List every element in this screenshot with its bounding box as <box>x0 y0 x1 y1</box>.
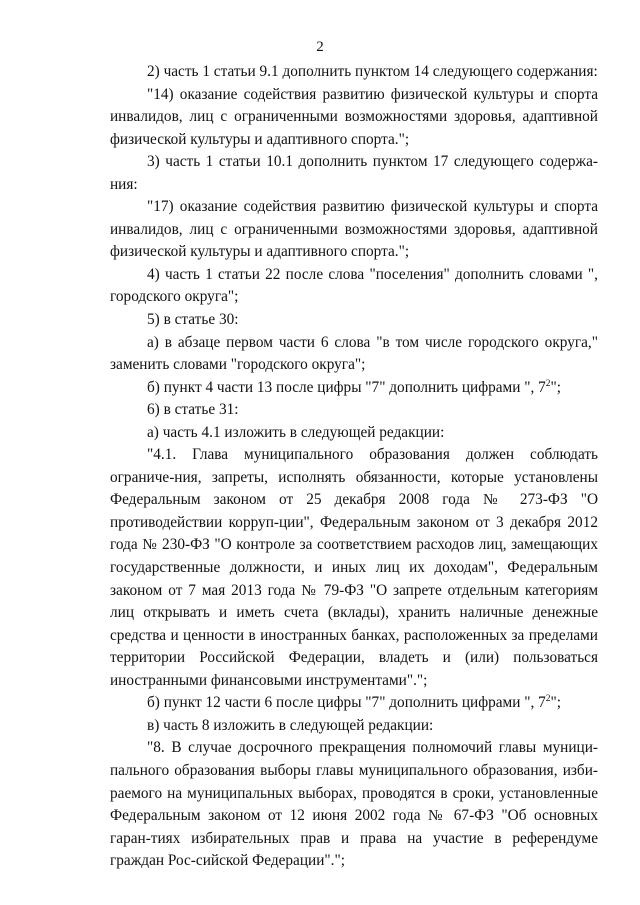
paragraph-item-14 <box>110 84 598 152</box>
paragraph-text: 3) часть 1 статьи 10.1 дополнить пунктом 17 следующего содержа-ния: <box>110 153 598 193</box>
page-number: 2 <box>316 39 324 55</box>
paragraph-text: в) часть 8 изложить в следующей редакции: <box>147 716 434 734</box>
paragraph-amendment-5 <box>110 309 598 332</box>
paragraph-text-end: "; <box>550 694 562 712</box>
paragraph-text: 4) часть 1 статьи 22 после слова "поселения" дополнить словами ", городского округа"; <box>110 265 598 306</box>
paragraph-text: а) часть 4.1 изложить в следующей редакции: <box>147 423 445 441</box>
paragraph-text: "14) оказание содействия развитию физической культуры и спорта инвалидов, лиц с ограниченными возможностями здоровья, адаптивной физической культуры и адаптивного спорта."; <box>110 85 598 148</box>
paragraph-subitem-5b <box>110 377 598 400</box>
paragraph-text-end: "; <box>550 378 562 396</box>
paragraph-amendment-3 <box>110 151 598 196</box>
paragraph-part-4-1 <box>110 444 598 692</box>
paragraph-amendment-4 <box>110 264 598 309</box>
paragraph-subitem-5a <box>110 332 598 377</box>
paragraph-amendment-6 <box>110 399 598 422</box>
paragraph-item-17 <box>110 196 598 264</box>
paragraph-text: 6) в статье 31: <box>147 401 239 419</box>
paragraph-subitem-6a <box>110 422 598 445</box>
paragraph-part-8 <box>110 737 598 872</box>
paragraph-text: "17) оказание содействия развитию физической культуры и спорта инвалидов, лиц с ограниченными возможностями здоровья, адаптивной физической культуры и адаптивного спорта."; <box>110 198 598 261</box>
paragraph-text: "8. В случае досрочного прекращения полномочий главы муници-пального образования выборы главы муниципального образования, изби-раемого на муниципальных выборах, проводятся в сроки, установленные Федеральным законом от 12 июня 2002 года № 67-ФЗ "Об основных гаран-тиях избирательных прав и права на участие в референдуме граждан Рос-сийской Федерации"."; <box>110 739 598 870</box>
paragraph-text: б) пункт 12 части 6 после цифры "7" дополнить цифрами ", 7 <box>147 694 546 712</box>
paragraph-text: а) в абзаце первом части 6 слова "в том числе городского округа," заменить словами "городского округа"; <box>110 333 598 374</box>
superscript-index: 2 <box>545 694 551 705</box>
paragraph-text: б) пункт 4 части 13 после цифры "7" дополнить цифрами ", 7 <box>147 378 546 396</box>
superscript-index: 2 <box>545 378 551 389</box>
paragraph-subitem-6v <box>110 715 598 738</box>
paragraph-text: 5) в статье 30: <box>147 311 239 329</box>
paragraph-text: "4.1. Глава муниципального образования должен соблюдать ограниче-ния, запреты, исполнять обязанности, которые установлены Федеральным законом от 25 декабря 2008 года № 273-ФЗ "О противодействии корруп-ции", Федеральным законом от 3 декабря 2012 года № 230-ФЗ "О контроле за соответствием расходов лиц, замещающих государственные должности, и иных лиц их доходам", Федеральным законом от 7 мая 2013 года № 79-ФЗ "О запрете отдельным категориям лиц открывать и иметь счета (вклады), хранить наличные денежные средства и ценности в иностранных банках, расположенных за пределами территории Российской Федерации, владеть и (или) пользоваться иностранными финансовыми инструментами"."; <box>110 446 598 689</box>
paragraph-text: 2) часть 1 статьи 9.1 дополнить пунктом 14 следующего содержания: <box>147 63 598 80</box>
document-body <box>110 61 598 873</box>
paragraph-subitem-6b <box>110 692 598 715</box>
paragraph-amendment-2 <box>110 61 598 84</box>
